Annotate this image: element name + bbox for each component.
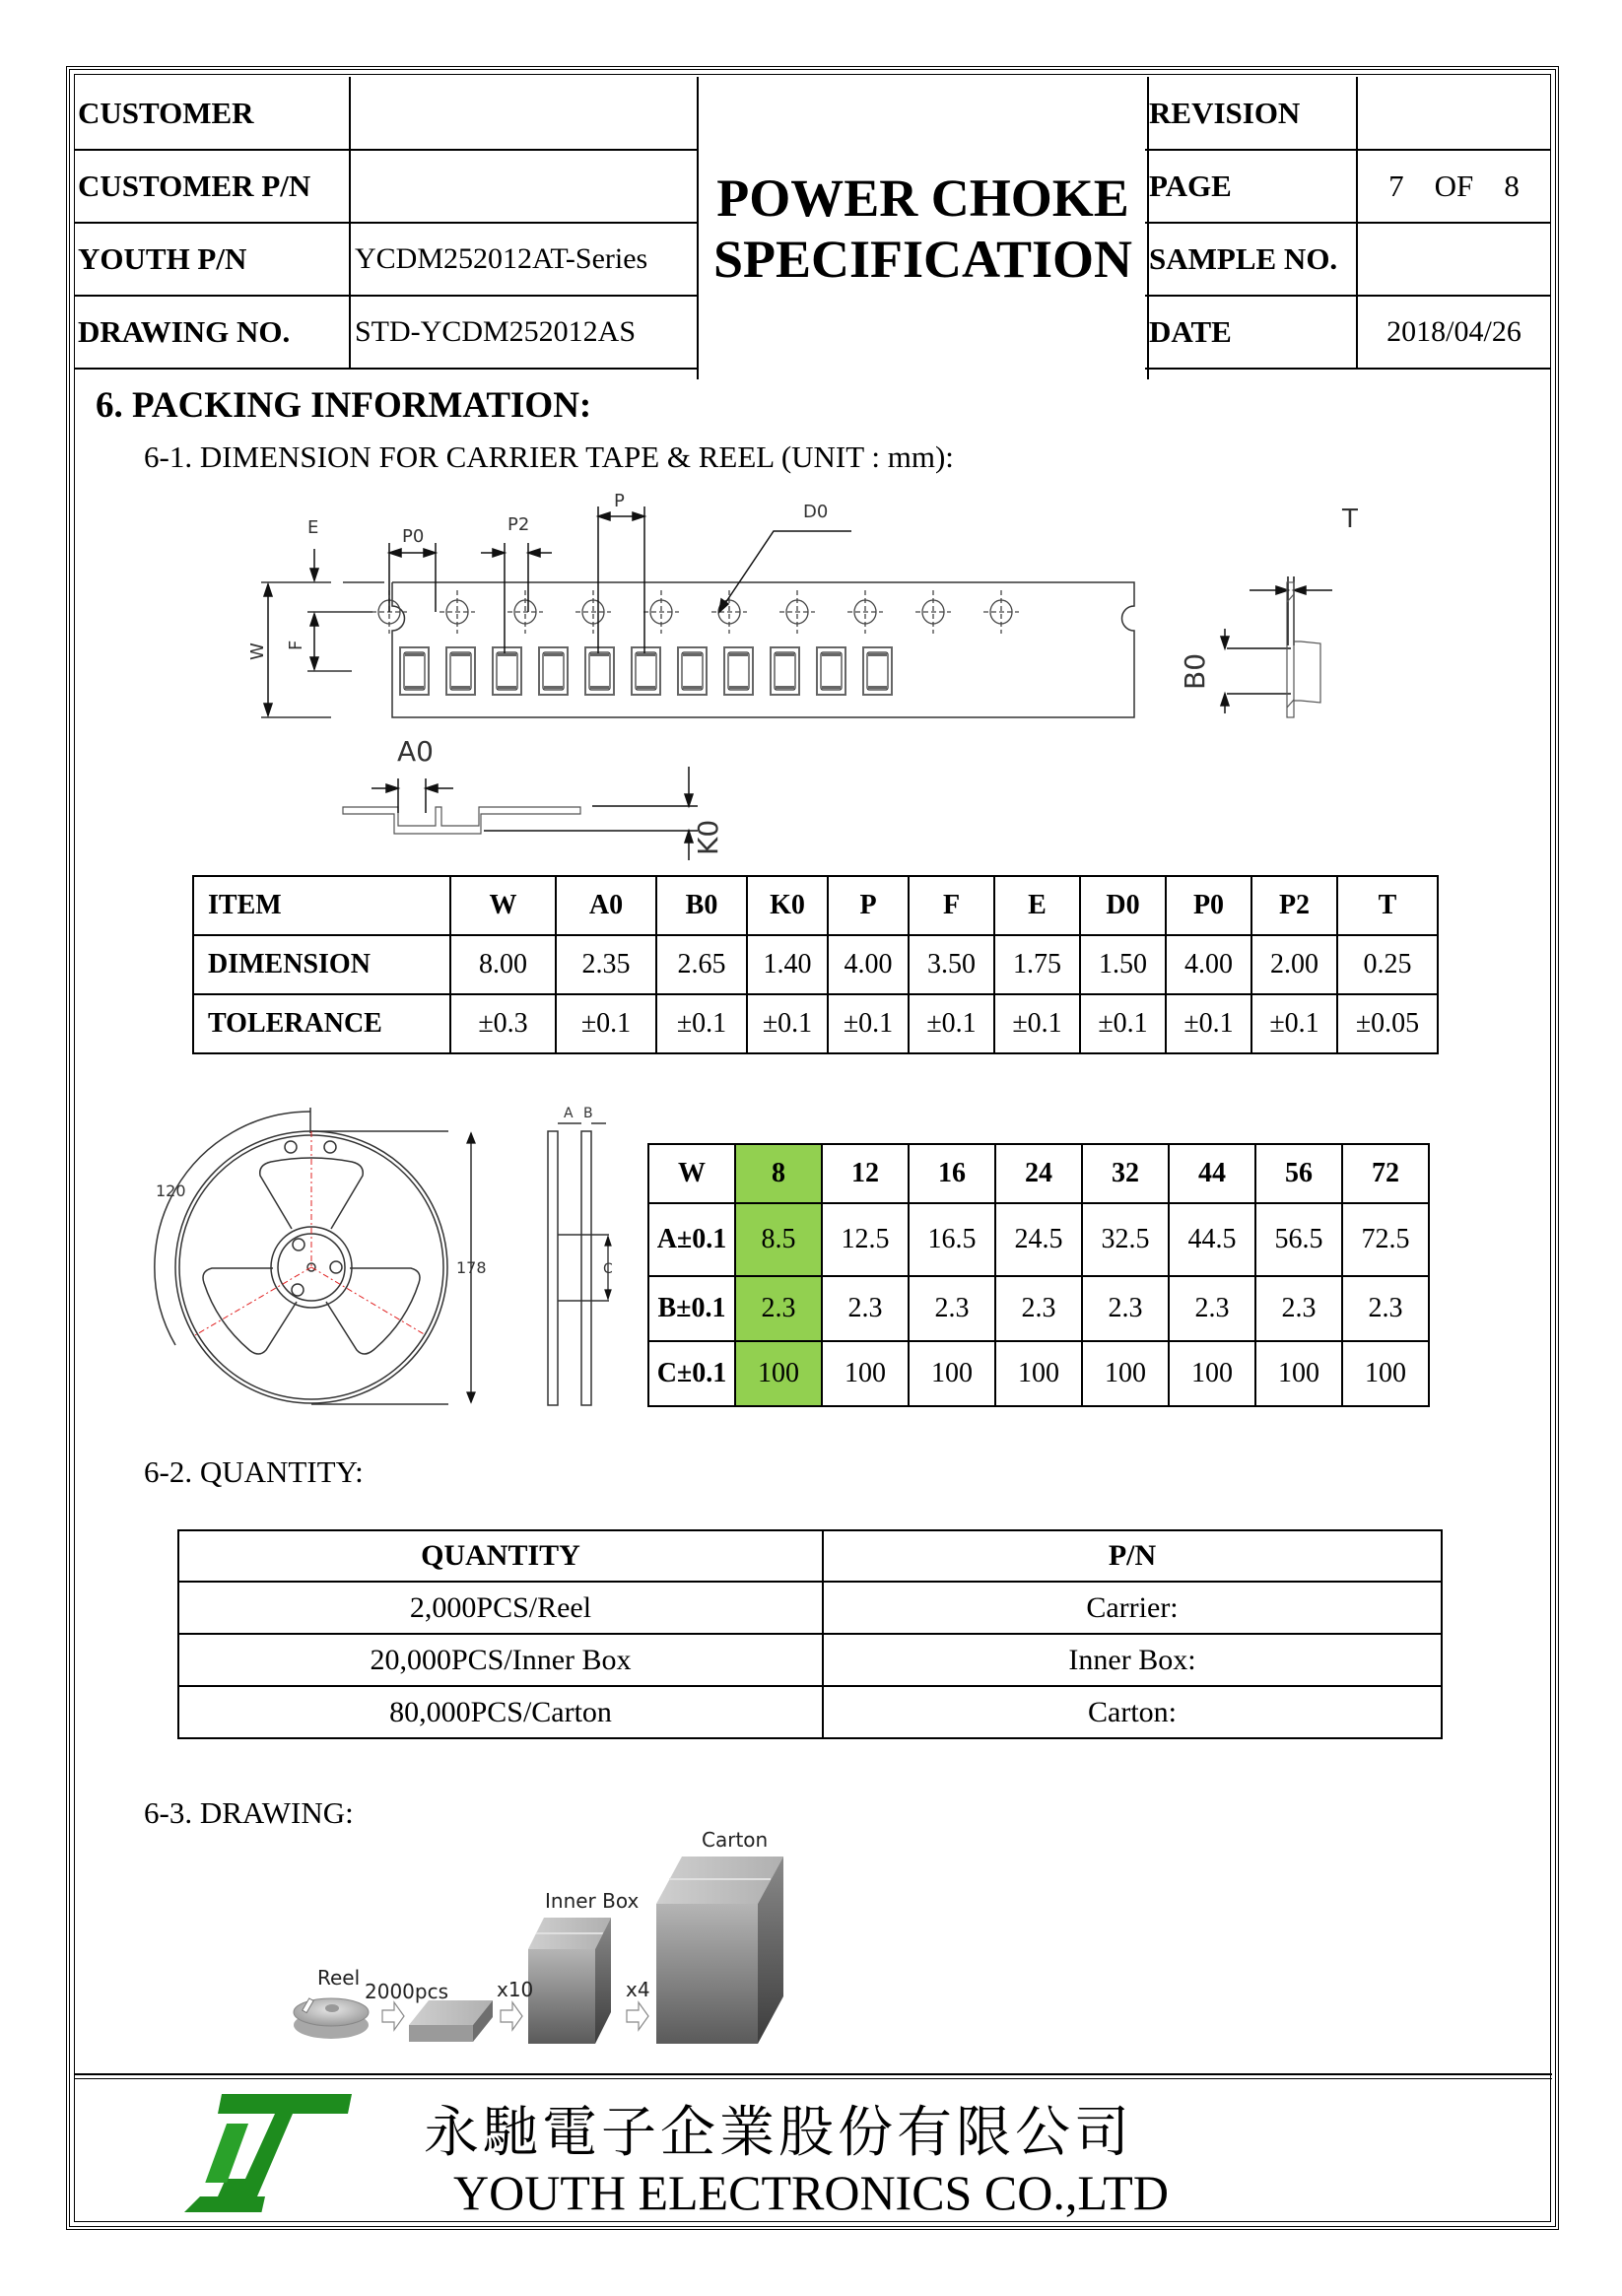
- arrow-right-icon: [627, 2002, 648, 2030]
- header-left-table: [74, 77, 697, 370]
- quantity-cell: 80,000PCS/Carton: [178, 1686, 823, 1738]
- packing-drawing: [286, 1813, 1291, 2069]
- dimension-cell: ±0.05: [1337, 994, 1438, 1053]
- reel-c-label: C: [603, 1261, 613, 1277]
- sprocket-hole: [439, 590, 475, 634]
- sprocket-hole: [575, 590, 611, 634]
- tape-pocket: [585, 647, 614, 695]
- label-K0: K0: [692, 819, 724, 855]
- quantity-row: [178, 1634, 1442, 1686]
- reel-header-cell: 56: [1255, 1144, 1342, 1203]
- dimension-cell: ±0.1: [747, 994, 828, 1053]
- reel-cell: 2.3: [735, 1276, 822, 1341]
- revision-value: [1357, 77, 1550, 150]
- dimension-cell: 1.40: [747, 935, 828, 994]
- reel-cell: 100: [909, 1341, 995, 1406]
- dimension-header-cell: T: [1337, 876, 1438, 935]
- sprocket-hole: [983, 590, 1019, 634]
- reel-cell: 100: [822, 1341, 909, 1406]
- tape-pocket: [539, 647, 568, 695]
- carton-label: Carton: [702, 1828, 769, 1852]
- dimension-cell: 1.50: [1080, 935, 1166, 994]
- reel-box-icon: [409, 2000, 493, 2042]
- reel-header-cell: 44: [1169, 1144, 1255, 1203]
- youth-pn-label: YOUTH P/N: [74, 223, 350, 296]
- dimension-cell: ±0.1: [909, 994, 994, 1053]
- reel-cell: 100: [1255, 1341, 1342, 1406]
- carton-icon: [656, 1857, 783, 2044]
- reel-a-label: A: [564, 1106, 574, 1121]
- label-P0: P0: [402, 526, 425, 547]
- quantity-header-cell: QUANTITY: [178, 1530, 823, 1582]
- dimension-header-cell: ITEM: [193, 876, 450, 935]
- dimension-cell: 2.00: [1251, 935, 1337, 994]
- dimension-cell: 1.75: [994, 935, 1080, 994]
- dimension-row: [193, 935, 1438, 994]
- reel-cell: 100: [735, 1341, 822, 1406]
- reel-b-label: B: [583, 1106, 593, 1121]
- reel-cell: 8.5: [735, 1203, 822, 1276]
- sprocket-hole: [507, 590, 543, 634]
- dimension-cell: 0.25: [1337, 935, 1438, 994]
- reel-cell: 2.3: [1082, 1276, 1169, 1341]
- arrow-right-icon: [382, 2002, 404, 2030]
- reel-cell: 2.3: [995, 1276, 1082, 1341]
- tape-pocket: [400, 647, 429, 695]
- reel-cell: 32.5: [1082, 1203, 1169, 1276]
- reel-cell: 2.3: [1342, 1276, 1429, 1341]
- company-name-en: YOUTH ELECTRONICS CO.,LTD: [453, 2165, 1169, 2220]
- dimension-table: [192, 875, 1439, 1054]
- reel-cell: B±0.1: [648, 1276, 735, 1341]
- sprocket-hole: [643, 590, 679, 634]
- label-B0: B0: [1179, 652, 1211, 690]
- inner-box-icon: [528, 1918, 611, 2044]
- reel-header-cell: 12: [822, 1144, 909, 1203]
- label-A0: A0: [397, 735, 434, 768]
- dimension-header-cell: E: [994, 876, 1080, 935]
- dimension-cell: 2.35: [556, 935, 656, 994]
- label-P2: P2: [507, 514, 530, 535]
- customer-pn-label: CUSTOMER P/N: [74, 150, 350, 223]
- dimension-header-cell: W: [450, 876, 556, 935]
- customer-label: CUSTOMER: [74, 77, 350, 150]
- subsection-6-1: 6-1. DIMENSION FOR CARRIER TAPE & REEL (UNIT : mm):: [144, 439, 954, 474]
- drawing-no-value: STD-YCDM252012AS: [350, 296, 697, 369]
- reel-diameter-label: 178: [456, 1258, 487, 1277]
- reel-header-cell: 72: [1342, 1144, 1429, 1203]
- quantity-header-row: [178, 1530, 1442, 1582]
- dimension-header-cell: A0: [556, 876, 656, 935]
- label-P: P: [614, 491, 625, 511]
- reel-header-cell: 32: [1082, 1144, 1169, 1203]
- date-label: DATE: [1145, 296, 1357, 369]
- sprocket-hole: [915, 590, 951, 634]
- reel-cell: 2.3: [822, 1276, 909, 1341]
- sample-no-label: SAMPLE NO.: [1145, 223, 1357, 296]
- reel-angle-label: 120: [156, 1182, 186, 1200]
- dimension-header-cell: P2: [1251, 876, 1337, 935]
- document-header: [74, 77, 1552, 379]
- sprocket-hole: [779, 590, 815, 634]
- dimension-header-cell: P0: [1166, 876, 1251, 935]
- title-line-2: SPECIFICATION: [712, 229, 1133, 289]
- quantity-cell: 20,000PCS/Inner Box: [178, 1634, 823, 1686]
- dimension-cell: 4.00: [828, 935, 909, 994]
- reel-cell: 16.5: [909, 1203, 995, 1276]
- tape-pocket: [446, 647, 475, 695]
- tape-pocket: [678, 647, 707, 695]
- date-value: 2018/04/26: [1357, 296, 1550, 369]
- dimension-cell: 8.00: [450, 935, 556, 994]
- label-T: T: [1342, 505, 1358, 534]
- document-title: [697, 77, 1149, 379]
- title-line-1: POWER CHOKE: [716, 168, 1129, 228]
- reel-row: [648, 1203, 1429, 1276]
- dimension-header-cell: F: [909, 876, 994, 935]
- dimension-row: [193, 994, 1438, 1053]
- reel-cell: C±0.1: [648, 1341, 735, 1406]
- customer-pn-value: [350, 150, 697, 223]
- dimension-cell: TOLERANCE: [193, 994, 450, 1053]
- reel-cell: 100: [1342, 1341, 1429, 1406]
- dimension-cell: 2.65: [656, 935, 747, 994]
- dimension-cell: DIMENSION: [193, 935, 450, 994]
- dimension-cell: ±0.1: [1251, 994, 1337, 1053]
- dimension-cell: ±0.1: [828, 994, 909, 1053]
- reel-row: [648, 1341, 1429, 1406]
- dimension-cell: ±0.1: [556, 994, 656, 1053]
- reel-cell: 44.5: [1169, 1203, 1255, 1276]
- quantity-cell: Carton:: [823, 1686, 1442, 1738]
- quantity-cell: 2,000PCS/Reel: [178, 1582, 823, 1634]
- reel-label: Reel: [317, 1966, 361, 1990]
- youth-pn-value: YCDM252012AT-Series: [350, 223, 697, 296]
- quantity-cell: Inner Box:: [823, 1634, 1442, 1686]
- carrier-tape-drawing: [237, 473, 1419, 867]
- reel-cell: 56.5: [1255, 1203, 1342, 1276]
- dimension-header-cell: B0: [656, 876, 747, 935]
- dimension-cell: ±0.1: [656, 994, 747, 1053]
- page-value: [1357, 150, 1550, 223]
- page-total: 8: [1504, 169, 1520, 203]
- reel-cell: 2.3: [909, 1276, 995, 1341]
- reel-cell: A±0.1: [648, 1203, 735, 1276]
- sprocket-hole: [847, 590, 883, 634]
- reel-cell: 72.5: [1342, 1203, 1429, 1276]
- subsection-6-2: 6-2. QUANTITY:: [144, 1454, 364, 1489]
- reel-qty-label: 2000pcs: [365, 1980, 449, 2003]
- reel-header-cell: 16: [909, 1144, 995, 1203]
- quantity-cell: Carrier:: [823, 1582, 1442, 1634]
- page-current: 7: [1388, 169, 1404, 203]
- dimension-cell: 4.00: [1166, 935, 1251, 994]
- label-F: F: [286, 640, 306, 650]
- page-label: PAGE: [1145, 150, 1357, 223]
- dimension-cell: ±0.1: [1080, 994, 1166, 1053]
- carton-multiplier-label: x4: [626, 1978, 650, 2001]
- reel-table: [647, 1143, 1430, 1407]
- reel-cell: 100: [995, 1341, 1082, 1406]
- reel-cell: 2.3: [1169, 1276, 1255, 1341]
- tape-pocket: [771, 647, 799, 695]
- section-title: 6. PACKING INFORMATION:: [96, 385, 592, 426]
- reel-drawing: [138, 1104, 631, 1429]
- dimension-header-row: [193, 876, 1438, 935]
- label-E: E: [307, 517, 319, 538]
- dimension-cell: 3.50: [909, 935, 994, 994]
- tape-pocket: [817, 647, 845, 695]
- reel-icon: [294, 1998, 369, 2039]
- quantity-table: [177, 1529, 1443, 1739]
- tape-pocket: [632, 647, 660, 695]
- dimension-cell: ±0.3: [450, 994, 556, 1053]
- quantity-row: [178, 1582, 1442, 1634]
- company-name-cn: 永馳電子企業股份有限公司: [424, 2101, 1133, 2165]
- inner-multiplier-label: x10: [497, 1978, 534, 2001]
- reel-cell: 2.3: [1255, 1276, 1342, 1341]
- dimension-cell: ±0.1: [994, 994, 1080, 1053]
- quantity-row: [178, 1686, 1442, 1738]
- drawing-no-label: DRAWING NO.: [74, 296, 350, 369]
- tape-pocket: [863, 647, 892, 695]
- reel-cell: 100: [1082, 1341, 1169, 1406]
- reel-header-row: [648, 1144, 1429, 1203]
- subsection-6-3: 6-3. DRAWING:: [144, 1795, 354, 1830]
- header-right-table: [1145, 77, 1550, 370]
- reel-row: [648, 1276, 1429, 1341]
- inner-box-label: Inner Box: [545, 1889, 640, 1913]
- customer-value: [350, 77, 697, 150]
- company-logo: [182, 2094, 360, 2212]
- sample-no-value: [1357, 223, 1550, 296]
- footer-divider: [74, 2073, 1552, 2079]
- dimension-header-cell: K0: [747, 876, 828, 935]
- dimension-header-cell: P: [828, 876, 909, 935]
- reel-cell: 100: [1169, 1341, 1255, 1406]
- dimension-cell: ±0.1: [1166, 994, 1251, 1053]
- reel-header-cell: 24: [995, 1144, 1082, 1203]
- revision-label: REVISION: [1145, 77, 1357, 150]
- quantity-header-cell: P/N: [823, 1530, 1442, 1582]
- label-W: W: [247, 642, 268, 660]
- page-of: OF: [1434, 169, 1474, 203]
- reel-cell: 24.5: [995, 1203, 1082, 1276]
- reel-cell: 12.5: [822, 1203, 909, 1276]
- tape-outline: [343, 582, 1134, 717]
- reel-header-cell: W: [648, 1144, 735, 1203]
- arrow-right-icon: [501, 2002, 522, 2030]
- tape-pocket: [724, 647, 753, 695]
- tape-pocket: [493, 647, 521, 695]
- dimension-header-cell: D0: [1080, 876, 1166, 935]
- label-D0: D0: [803, 502, 829, 522]
- reel-header-cell: 8: [735, 1144, 822, 1203]
